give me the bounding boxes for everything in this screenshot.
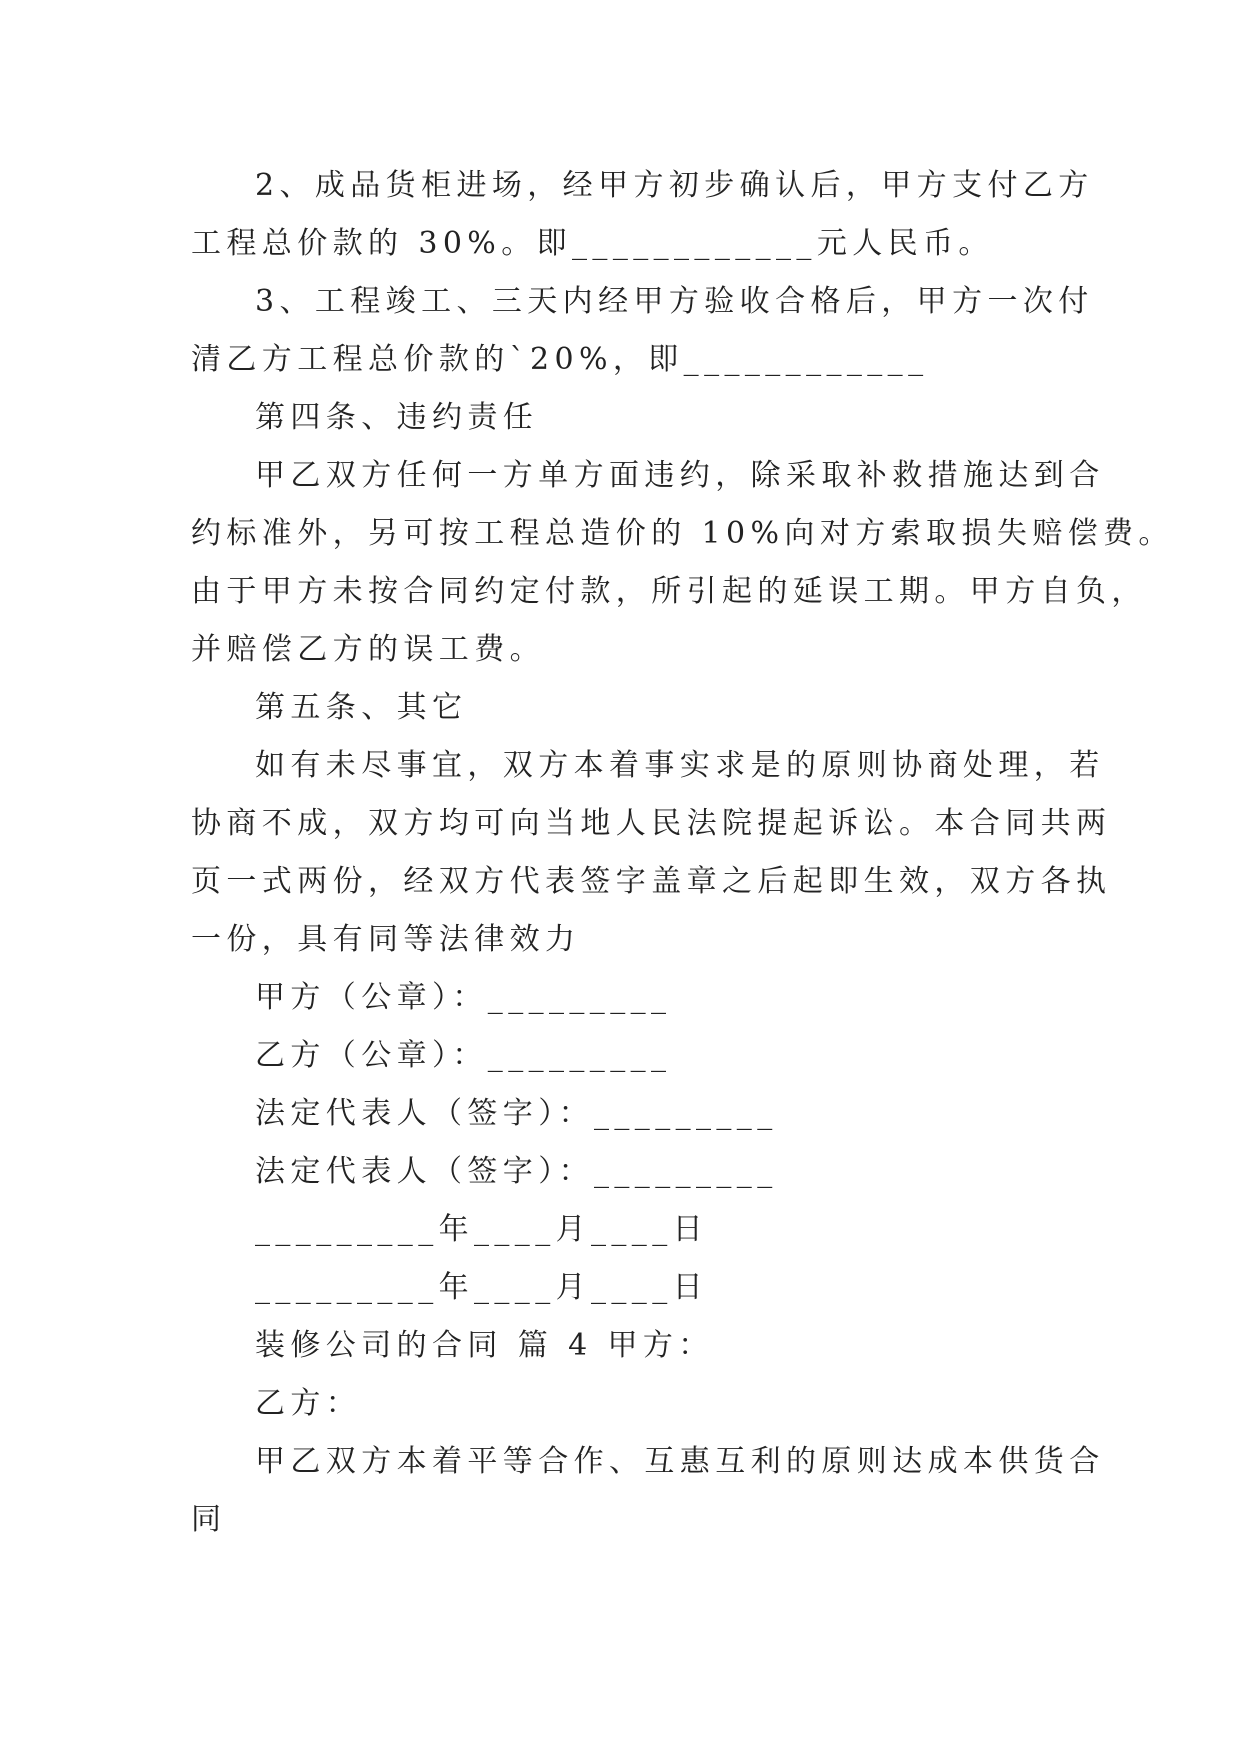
signature-line-representative: 法定代表人（签字）：_________ bbox=[255, 1154, 778, 1189]
text-line: 约标准外，另可按工程总造价的 10%向对方索取损失赔偿费。 bbox=[191, 516, 1174, 551]
signature-line-party-b: 乙方（公章）：_________ bbox=[255, 1038, 672, 1073]
text-line: 页一式两份，经双方代表签字盖章之后起即生效，双方各执 bbox=[191, 864, 1112, 899]
section-heading: 第五条、其它 bbox=[255, 690, 468, 725]
date-line: _________年____月____日 bbox=[255, 1212, 708, 1247]
text-line: 由于甲方未按合同约定付款，所引起的延误工期。甲方自负， bbox=[191, 574, 1147, 609]
text-line: 一份，具有同等法律效力 bbox=[191, 922, 581, 957]
text-line: 乙方： bbox=[255, 1386, 362, 1421]
text-line: 同 bbox=[191, 1502, 227, 1537]
text-line: 协商不成，双方均可向当地人民法院提起诉讼。本合同共两 bbox=[191, 806, 1112, 841]
text-line: 并赔偿乙方的误工费。 bbox=[191, 632, 545, 667]
section-heading: 第四条、违约责任 bbox=[255, 400, 539, 435]
text-line: 甲乙双方任何一方单方面违约，除采取补救措施达到合 bbox=[255, 458, 1105, 493]
text-line: 2、成品货柜进场，经甲方初步确认后，甲方支付乙方 bbox=[255, 168, 1094, 203]
text-line: 如有未尽事宜，双方本着事实求是的原则协商处理，若 bbox=[255, 748, 1105, 783]
text-line: 3、工程竣工、三天内经甲方验收合格后，甲方一次付 bbox=[255, 284, 1094, 319]
text-line: 工程总价款的 30%。即____________元人民币。 bbox=[191, 226, 994, 261]
signature-line-party-a: 甲方（公章）：_________ bbox=[255, 980, 672, 1015]
contract-heading: 装修公司的合同 篇 4 甲方： bbox=[255, 1328, 714, 1363]
date-line: _________年____月____日 bbox=[255, 1270, 708, 1305]
text-line: 甲乙双方本着平等合作、互惠互利的原则达成本供货合 bbox=[255, 1444, 1105, 1479]
text-line: 清乙方工程总价款的`20%，即____________ bbox=[191, 342, 929, 377]
signature-line-representative: 法定代表人（签字）：_________ bbox=[255, 1096, 778, 1131]
